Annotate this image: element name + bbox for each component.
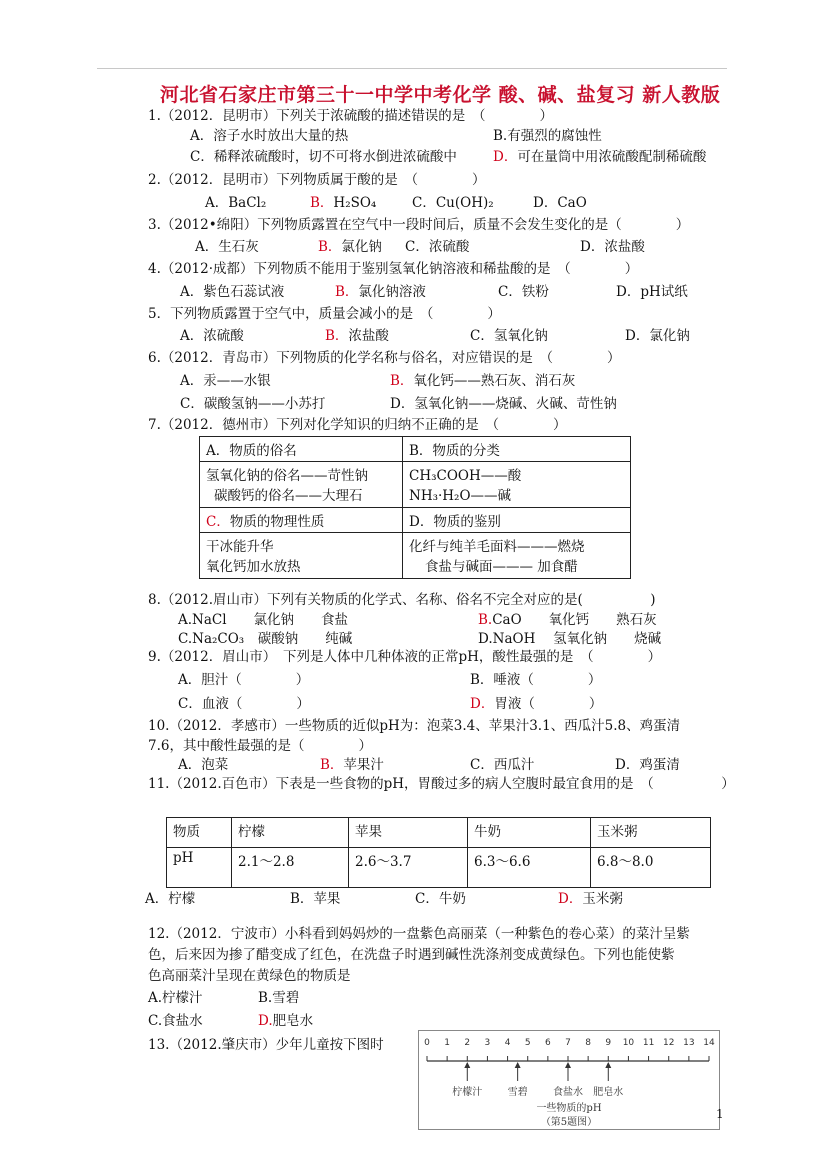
ph-tick-label: 3 bbox=[484, 1038, 491, 1048]
q1-option-b: B.有强烈的腐蚀性 bbox=[493, 128, 602, 144]
q4-option-a: A．紫色石蕊试液 bbox=[180, 284, 285, 300]
ph-marker-label: 食盐水 bbox=[553, 1087, 583, 1098]
q4-option-b: B．氯化钠溶液 bbox=[335, 284, 426, 300]
q6-option-c: C．碳酸氢钠——小苏打 bbox=[180, 396, 326, 412]
q11-header-cell: 玉米粥 bbox=[591, 818, 711, 848]
q4-option-d: D．pH试纸 bbox=[616, 284, 688, 300]
q11-stem: 11.（2012.百色市）下表是一些食物的pH，胃酸过多的病人空腹时最宜食用的是 （ ） bbox=[148, 776, 735, 792]
q12-line-3: 色高丽菜汁呈现在黄绿色的物质是 bbox=[148, 968, 351, 984]
ph-tick-label: 8 bbox=[585, 1038, 592, 1048]
ph-tick-label: 14 bbox=[703, 1038, 715, 1048]
q5-option-d: D．氯化钠 bbox=[625, 328, 690, 344]
q6-option-b: B．氧化钙——熟石灰、消石灰 bbox=[390, 373, 576, 389]
q1-option-a: A．溶子水时放出大量的热 bbox=[190, 128, 349, 144]
q7-cell-c-head: C．物质的物理性质 bbox=[200, 508, 403, 533]
q5-option-c: C．氢氧化钠 bbox=[470, 328, 548, 344]
ph-tick-label: 7 bbox=[565, 1038, 571, 1048]
q3-option-c: C．浓硫酸 bbox=[405, 239, 470, 255]
q6-option-a: A．汞——水银 bbox=[180, 373, 271, 389]
q10-stem: 10.（2012．孝感市）一些物质的近似pH为：泡菜3.4、苹果汁3.1、西瓜汁5.8、鸡蛋清 bbox=[148, 718, 681, 734]
q7-cell-b-head: B．物质的分类 bbox=[403, 437, 631, 462]
q11-value-cell: 2.6～3.7 bbox=[349, 848, 468, 888]
q9-option-d: D．胃液（ ） bbox=[470, 696, 603, 712]
q2-option-a: A．BaCl₂ bbox=[205, 195, 267, 211]
q7-table bbox=[199, 436, 631, 579]
ph-marker-arrow bbox=[605, 1062, 611, 1068]
ph-scale-svg bbox=[419, 1031, 719, 1129]
q2-option-b: B．H₂SO₄ bbox=[310, 195, 377, 211]
ph-marker-label: 柠檬汁 bbox=[452, 1087, 483, 1098]
page-number: 1 bbox=[716, 1107, 724, 1121]
q5-option-a: A．浓硫酸 bbox=[180, 328, 244, 344]
q10-option-d: D．鸡蛋清 bbox=[615, 757, 680, 773]
q11-value-cell: pH bbox=[167, 848, 232, 888]
q11-option-c: C．牛奶 bbox=[415, 891, 466, 907]
q7-cell-a-body: 氢氧化钠的俗名——苛性钠 碳酸钙的俗名——大理石 bbox=[200, 462, 403, 508]
ph-marker-label: 雪碧 bbox=[507, 1087, 528, 1098]
q13-stem: 13.（2012.肇庆市）少年儿童按下图时 bbox=[148, 1037, 384, 1053]
q6-option-d: D．氢氧化钠——烧碱、火碱、苛性钠 bbox=[390, 396, 617, 412]
q11-value-cell: 6.8～8.0 bbox=[591, 848, 711, 888]
q10-stem-cont: 7.6，其中酸性最强的是（ ） bbox=[148, 738, 372, 754]
q2-option-d: D．CaO bbox=[533, 195, 587, 211]
q11-value-cell: 6.3～6.6 bbox=[468, 848, 591, 888]
q3-option-b: B．氯化钠 bbox=[318, 239, 382, 255]
ph-tick-label: 1 bbox=[444, 1038, 451, 1048]
ph-scale-figure bbox=[418, 1030, 720, 1130]
q7-cell-c-body: 干冰能升华 氧化钙加水放热 bbox=[200, 533, 403, 579]
ph-tick-label: 12 bbox=[662, 1038, 675, 1048]
q8-option-b: B.CaO 氧化钙 熟石灰 bbox=[478, 612, 657, 628]
q3-option-d: D．浓盐酸 bbox=[580, 239, 645, 255]
q11-header-cell: 牛奶 bbox=[468, 818, 591, 848]
q11-header-cell: 物质 bbox=[167, 818, 232, 848]
q12-option-c: C.食盐水 bbox=[148, 1013, 203, 1029]
ph-marker-label: 肥皂水 bbox=[593, 1087, 624, 1098]
q1-option-d: D．可在量筒中用浓硫酸配制稀硫酸 bbox=[493, 149, 707, 165]
q8-stem: 8.（2012.眉山市）下列有关物质的化学式、名称、俗名不完全对应的是( ) bbox=[148, 592, 656, 608]
q9-option-a: A．胆汁（ ） bbox=[178, 672, 310, 688]
ph-marker-arrow bbox=[565, 1062, 571, 1068]
q3-option-a: A．生石灰 bbox=[195, 239, 259, 255]
q11-option-b: B．苹果 bbox=[290, 891, 341, 907]
q5-option-b: B．浓盐酸 bbox=[325, 328, 389, 344]
ph-tick-label: 4 bbox=[504, 1038, 511, 1048]
q11-ph-table bbox=[166, 817, 711, 888]
ph-figure-caption: 一些物质的pH bbox=[536, 1103, 602, 1114]
q7-cell-b-body: CH₃COOH——酸 NH₃·H₂O——碱 bbox=[403, 462, 631, 508]
q4-option-c: C．铁粉 bbox=[498, 284, 549, 300]
header-rule bbox=[97, 68, 727, 69]
q11-option-a: A．柠檬 bbox=[145, 891, 196, 907]
q10-option-a: A．泡菜 bbox=[178, 757, 229, 773]
q8-option-c: C.Na₂CO₃ 碳酸钠 纯碱 bbox=[178, 631, 353, 647]
q6-stem: 6.（2012．青岛市）下列物质的化学名称与俗名，对应错误的是 （ ） bbox=[148, 350, 621, 366]
page-title: 河北省石家庄市第三十一中学中考化学 酸、碱、盐复习 新人教版 bbox=[160, 84, 721, 106]
q7-cell-d-head: D．物质的鉴别 bbox=[403, 508, 631, 533]
q3-stem: 3.（2012•绵阳）下列物质露置在空气中一段时间后，质量不会发生变化的是（ ） bbox=[148, 217, 690, 233]
ph-tick-label: 10 bbox=[622, 1038, 635, 1048]
q10-option-c: C．西瓜汁 bbox=[470, 757, 535, 773]
q12-line-2: 色，后来因为掺了醋变成了红色，在洗盘子时遇到碱性洗涤剂变成黄绿色。下列也能使紫 bbox=[148, 947, 675, 963]
q9-option-c: C．血液（ ） bbox=[178, 696, 310, 712]
ph-marker-arrow bbox=[464, 1062, 470, 1068]
q12-option-b: B.雪碧 bbox=[258, 990, 300, 1006]
q5-stem: 5．下列物质露置于空气中，质量会减小的是 （ ） bbox=[148, 306, 501, 322]
ph-tick-label: 13 bbox=[683, 1038, 695, 1048]
q11-header-cell: 苹果 bbox=[349, 818, 468, 848]
q4-stem: 4.（2012·成都）下列物质不能用于鉴别氢氧化钠溶液和稀盐酸的是 （ ） bbox=[148, 261, 639, 277]
q10-option-b: B．苹果汁 bbox=[320, 757, 384, 773]
q7-stem: 7.（2012．德州市）下列对化学知识的归纳不正确的是 （ ） bbox=[148, 417, 567, 433]
q11-value-cell: 2.1～2.8 bbox=[232, 848, 349, 888]
q2-stem: 2.（2012．昆明市）下列物质属于酸的是 （ ） bbox=[148, 172, 486, 188]
q2-option-c: C．Cu(OH)₂ bbox=[412, 195, 494, 211]
ph-tick-label: 5 bbox=[524, 1038, 531, 1048]
ph-tick-label: 2 bbox=[464, 1038, 471, 1048]
q12-line-1: 12.（2012．宁波市）小科看到妈妈炒的一盘紫色高丽菜（一种紫色的卷心菜）的菜汁呈紫 bbox=[148, 926, 690, 942]
ph-figure-note: （第5题图） bbox=[540, 1117, 598, 1128]
ph-tick-label: 6 bbox=[544, 1038, 551, 1048]
q8-option-a: A.NaCl 氯化钠 食盐 bbox=[178, 612, 349, 628]
q7-cell-a-head: A．物质的俗名 bbox=[200, 437, 403, 462]
q11-header-cell: 柠檬 bbox=[232, 818, 349, 848]
q9-option-b: B．唾液（ ） bbox=[470, 672, 602, 688]
q11-option-d: D．玉米粥 bbox=[558, 891, 623, 907]
ph-tick-label: 0 bbox=[424, 1038, 430, 1048]
q8-option-d: D.NaOH 氢氧化钠 烧碱 bbox=[478, 631, 662, 647]
q1-stem: 1.（2012．昆明市）下列关于浓硫酸的描述错误的是 （ ） bbox=[148, 108, 553, 124]
q12-option-a: A.柠檬汁 bbox=[148, 990, 203, 1006]
q12-option-d: D.肥皂水 bbox=[258, 1013, 314, 1029]
q9-stem: 9.（2012．眉山市） 下列是人体中几种体液的正常pH，酸性最强的是 （ ） bbox=[148, 649, 662, 665]
ph-tick-label: 11 bbox=[642, 1038, 655, 1048]
q7-cell-d-body: 化纤与纯羊毛面料———燃烧 食盐与碱面——— 加食醋 bbox=[403, 533, 631, 579]
ph-tick-label: 9 bbox=[605, 1038, 612, 1048]
ph-marker-arrow bbox=[515, 1062, 521, 1068]
q1-option-c: C．稀释浓硫酸时，切不可将水倒进浓硫酸中 bbox=[190, 149, 457, 165]
